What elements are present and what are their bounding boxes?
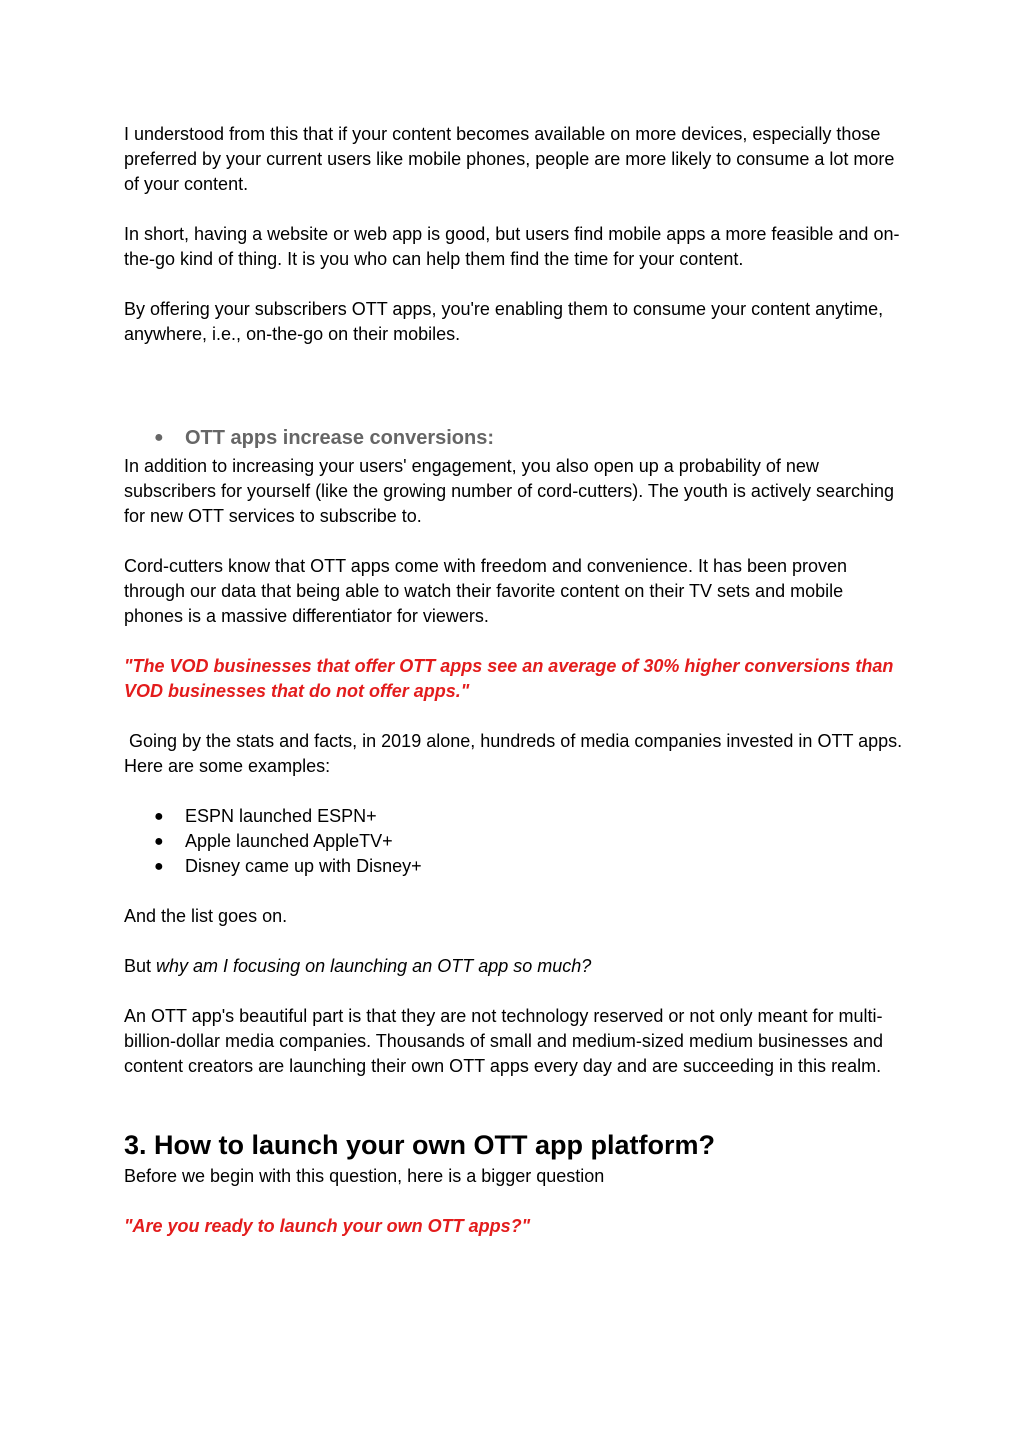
document-page <box>124 122 908 1239</box>
bullet-icon: ● <box>154 858 164 875</box>
list-item <box>124 854 904 879</box>
bullet-heading-text: OTT apps increase conversions: <box>185 427 494 449</box>
paragraph: By offering your subscribers OTT apps, you're enabling them to consume your content anytime, anywhere, i.e., on-the-go on their mobiles. <box>124 299 884 344</box>
paragraph: I understood from this that if your content becomes available on more devices, especially those preferred by your current users like mobile phones, people are more likely to consume a lot more of your content. <box>124 124 895 194</box>
question-italic: why am I focusing on launching an OTT app so much? <box>156 956 592 976</box>
highlight-quote: "The VOD businesses that offer OTT apps see an average of 30% higher conversions than VOD businesses that do not offer apps." <box>124 656 894 701</box>
bullet-icon: ● <box>154 833 164 850</box>
paragraph: In short, having a website or web app is good, but users find mobile apps a more feasible and on-the-go kind of thing. It is you who can help them find the time for your content. <box>124 224 900 269</box>
list-item-text: Apple launched AppleTV+ <box>185 831 393 851</box>
examples-list <box>124 804 904 879</box>
paragraph: In addition to increasing your users' engagement, you also open up a probability of new subscribers for yourself (like the growing number of cord-cutters). The youth is actively searching for new OTT services to subscribe to. <box>124 456 894 526</box>
paragraph-question <box>124 954 904 979</box>
list-item-text: ESPN launched ESPN+ <box>185 806 377 826</box>
paragraph: Cord-cutters know that OTT apps come with freedom and convenience. It has been proven through our data that being able to watch their favorite content on their TV sets and mobile phones is a massive differentiator for viewers. <box>124 556 848 626</box>
list-item-text: Disney came up with Disney+ <box>185 856 422 876</box>
paragraph: Going by the stats and facts, in 2019 alone, hundreds of media companies invested in OTT apps. Here are some examples: <box>124 731 908 776</box>
question-lead: But <box>124 956 157 976</box>
paragraph: An OTT app's beautiful part is that they are not technology reserved or not only meant for multi-billion-dollar media companies. Thousands of small and medium-sized medium businesses and content creators are launching their own OTT apps every day and are succeeding in this realm. <box>124 1006 884 1076</box>
list-item <box>124 829 904 854</box>
bullet-icon: ● <box>154 808 164 825</box>
list-item <box>124 804 904 829</box>
section-heading: 3. How to launch your own OTT app platform? <box>124 1130 715 1160</box>
highlight-quote: "Are you ready to launch your own OTT apps?" <box>124 1216 531 1236</box>
paragraph: And the list goes on. <box>124 906 288 926</box>
bullet-heading-conversions <box>124 422 904 454</box>
paragraph: Before we begin with this question, here is a bigger question <box>124 1166 605 1186</box>
bullet-icon: ● <box>154 429 164 446</box>
